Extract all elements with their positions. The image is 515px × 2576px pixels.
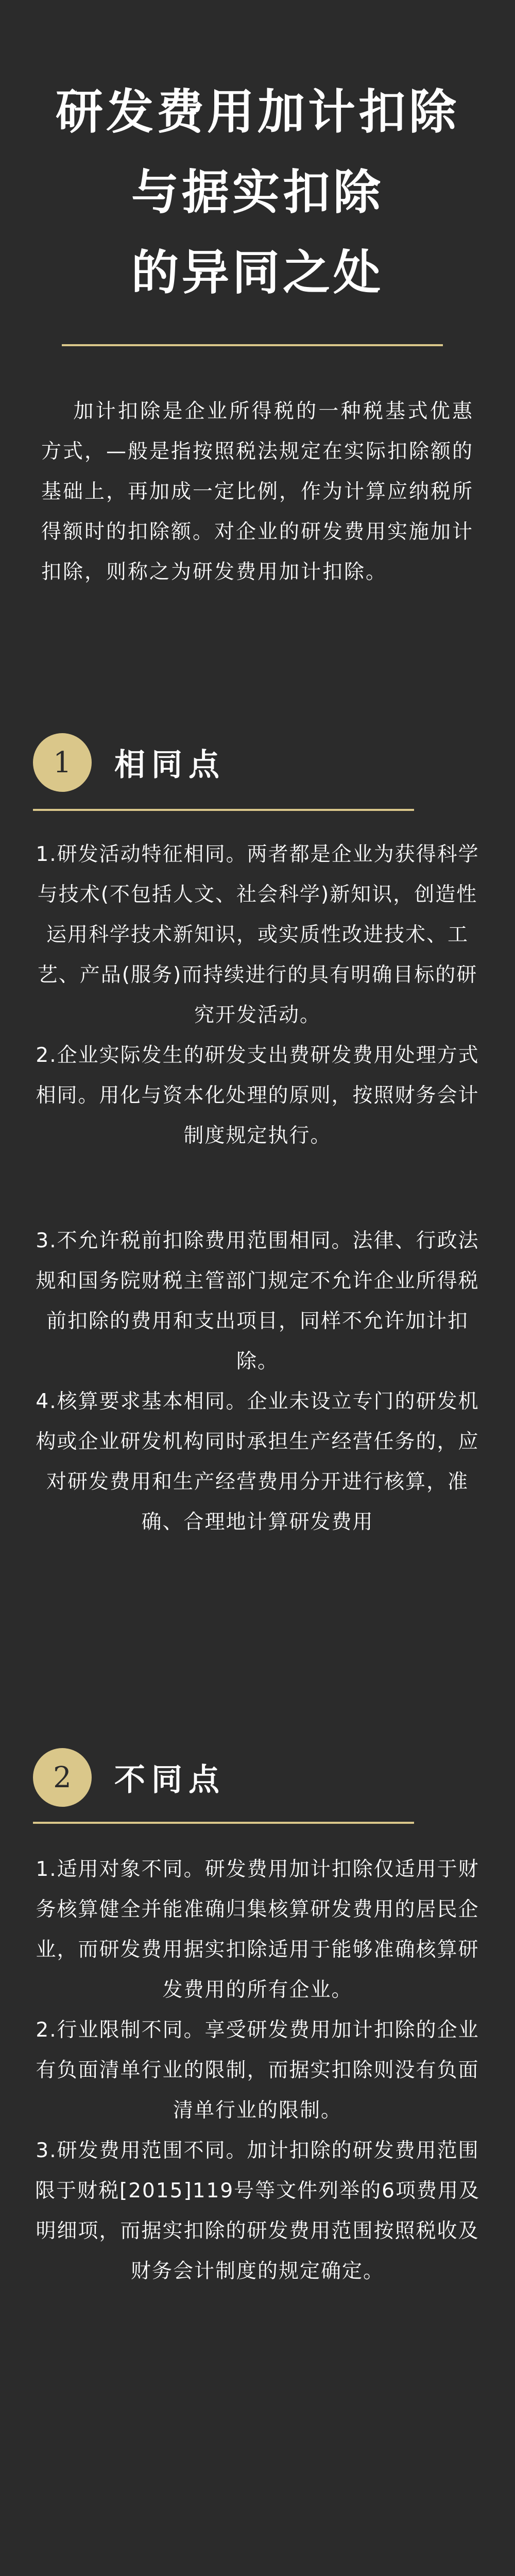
title-line-3: 的异同之处 [131, 245, 384, 300]
section-number-badge: 2 [33, 1748, 92, 1807]
section-title: 相同点 [114, 747, 226, 783]
list-item: 3.研发费用范围不同。加计扣除的研发费用范围限于财税[2015]119号等文件列举的6项费用及明细项，而据实扣除的研发费用范围按照税收及财务会计制度的规定确定。 [35, 2139, 480, 2283]
intro-paragraph [41, 392, 474, 592]
list-item: 4.核算要求基本相同。企业未设立专门的研发机构或企业研发机构同时承担生产经营任务的，应对研发费用和生产经营费用分开进行核算，准确、合理地计算研发费用 [36, 1390, 479, 1534]
list-item: 1.研发活动特征相同。两者都是企业为获得科学与技术(不包括人文、社会科学)新知识，创造性运用科学技术新知识，或实质性改进技术、工艺、产品(服务)而持续进行的具有明确目标的研究开发活动。 [36, 843, 479, 1027]
section-divider [33, 1822, 414, 1824]
title-divider [62, 344, 443, 346]
section-divider [33, 809, 414, 811]
title-line-1: 研发费用加计扣除 [55, 84, 459, 140]
section-content-similarities [33, 835, 482, 1543]
title-line-2: 与据实扣除 [131, 165, 384, 220]
section-title: 不同点 [114, 1762, 226, 1798]
intro-text: 加计扣除是企业所得税的一种税基式优惠方式，—般是指按照税法规定在实际扣除额的基础上，再加成一定比例，作为计算应纳税所得额时的扣除额。对企业的研发费用实施加计扣除，则称之为研发费用加计扣除。 [41, 400, 474, 584]
section-header-differences [33, 1747, 226, 1808]
list-item: 1.适用对象不同。研发费用加计扣除仅适用于财务核算健全并能准确归集核算研发费用的居民企业，而研发费用据实扣除适用于能够准确核算研发费用的所有企业。 [36, 1858, 479, 2002]
section-header-similarities [33, 732, 226, 793]
page-title [0, 72, 515, 313]
list-item: 3.不允许税前扣除费用范围相同。法律、行政法规和国务院财税主管部门规定不允许企业所得税前扣除的费用和支出项目，同样不允许加计扣除。 [36, 1229, 479, 1373]
list-item: 2.行业限制不同。享受研发费用加计扣除的企业有负面清单行业的限制，而据实扣除则没有负面清单行业的限制。 [36, 2019, 479, 2122]
list-item: 2.企业实际发生的研发支出费研发费用处理方式相同。用化与资本化处理的原则，按照财务会计制度规定执行。 [36, 1044, 479, 1147]
spacer [33, 1156, 482, 1221]
section-number-badge: 1 [33, 733, 92, 792]
section-content-differences [33, 1850, 482, 2292]
